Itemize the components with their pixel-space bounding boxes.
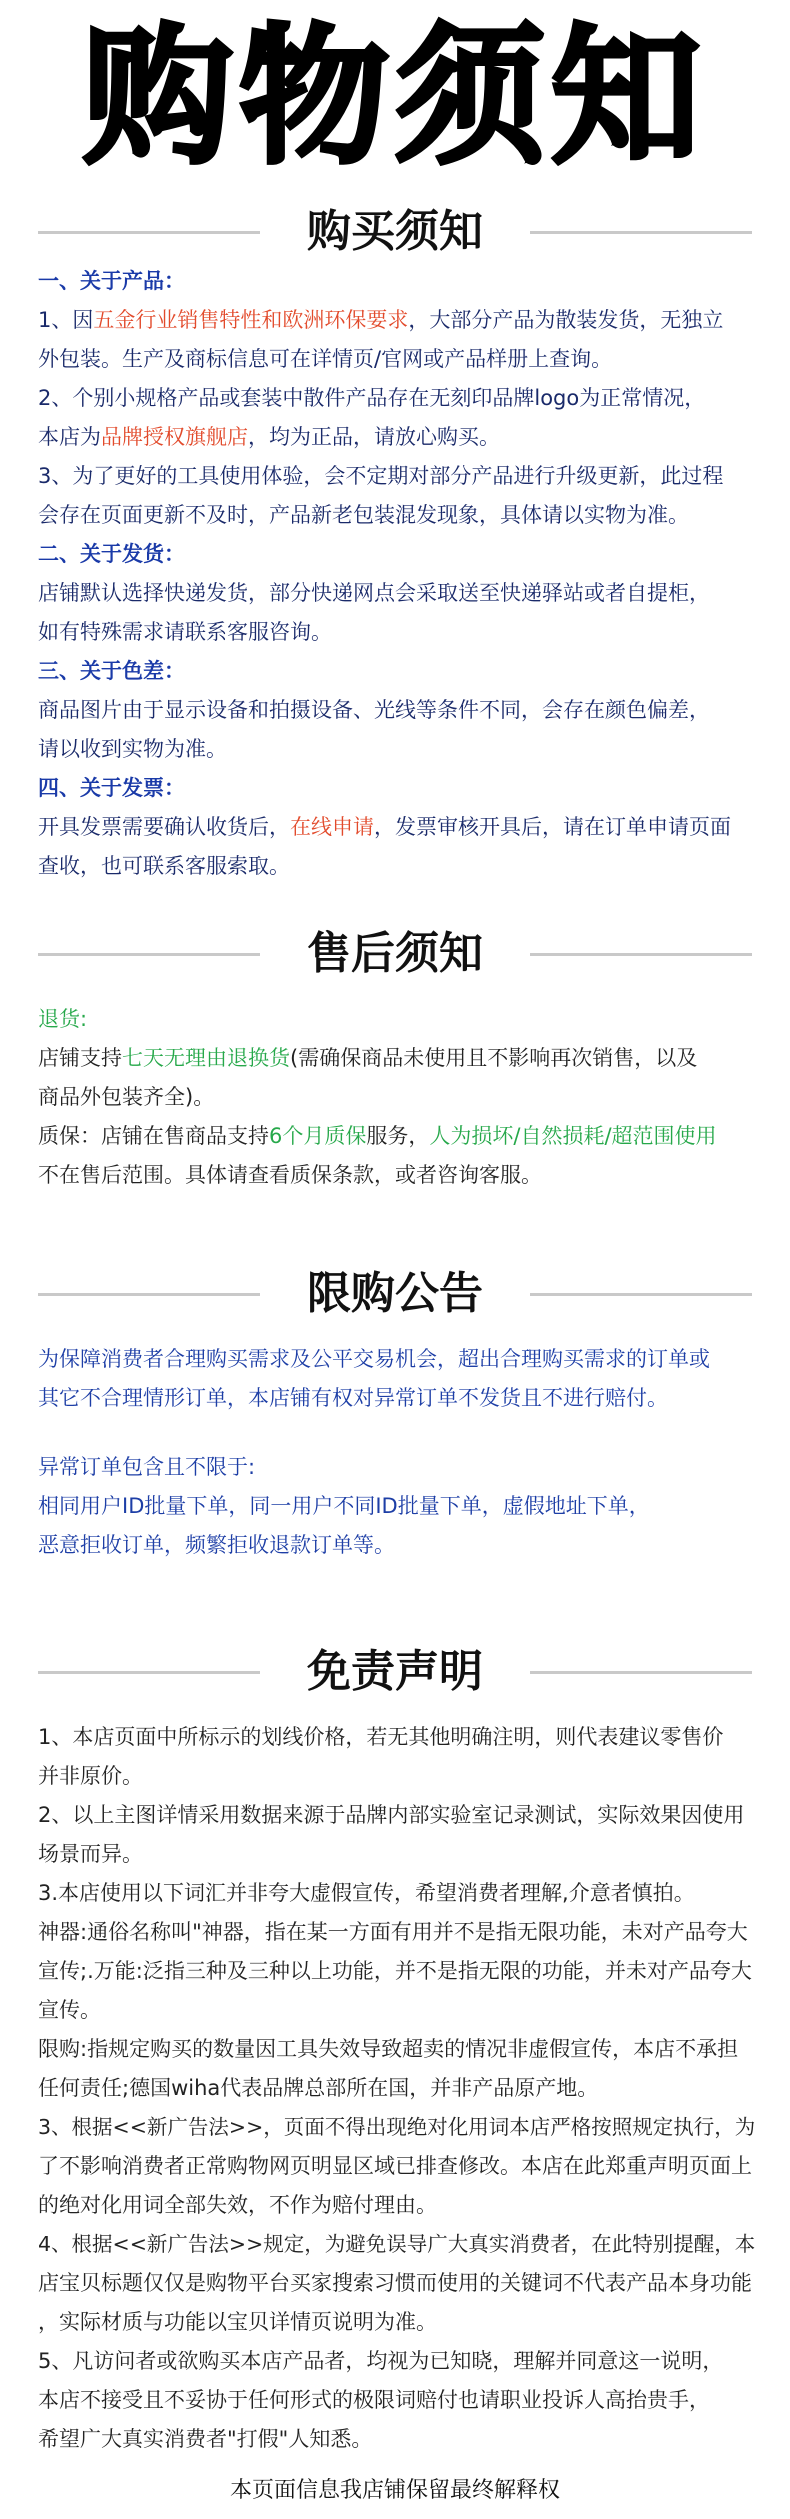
text-segment: 本店为 [38,425,101,449]
disclaimer-content [38,1718,764,2459]
disclaimer-line: ，实际材质与功能以宝贝详情页说明为准。 [38,2310,437,2334]
disclaimer-line: 1、本店页面中所标示的划线价格，若无其他明确注明，则代表建议零售价 [38,1725,724,1749]
return-line-1 [38,1039,764,1078]
disclaimer-line: 神器:通俗名称叫"神器，指在某一方面有用并不是指无限功能，未对产品夸大 [38,1920,748,1944]
aftersale-section-header [0,918,790,990]
disclaimer-line: 店宝贝标题仅仅是购物平台买家搜索习惯而使用的关键词不代表产品本身功能 [38,2271,752,2295]
shipping-section-title: 二、关于发货： [38,542,185,566]
text-segment: ，大部分产品为散装发货，无独立 [408,308,724,332]
page-title: 购物须知 [82,11,707,185]
product-line-4 [38,418,764,457]
color-line-2: 请以收到实物为准。 [38,737,227,761]
disclaimer-line: 限购:指规定购买的数量因工具失效导致超卖的情况非虚假宣传，本店不承担 [38,2037,739,2061]
invoice-line-1 [38,808,764,847]
return-label: 退货: [38,1007,88,1031]
disclaimer-line: 的绝对化用词全部失效，不作为赔付理由。 [38,2193,437,2217]
text-segment: 开具发票需要确认收货后， [38,815,290,839]
disclaimer-line: 3、根据<<新广告法>>，页面不得出现绝对化用词本店严格按照规定执行，为 [38,2115,756,2139]
divider-right [530,1671,752,1674]
text-segment: 店铺支持 [38,1046,122,1070]
invoice-line-2: 查收，也可联系客服索取。 [38,854,290,878]
divider-right [530,953,752,956]
highlight-text: 五金行业销售特性和欧洲环保要求 [93,308,409,332]
purchase-section-header [0,196,790,268]
footer-note: 本页面信息我店铺保留最终解释权 [229,2478,560,2503]
disclaimer-line: 场景而异。 [38,1842,143,1866]
limit-section-header [0,1258,790,1330]
disclaimer-line: 宣传;.万能:泛指三种及三种以上功能，并不是指无限的功能，并未对产品夸大 [38,1959,752,1983]
shipping-line-2: 如有特殊需求请联系客服咨询。 [38,620,332,644]
text-segment: 服务， [366,1124,430,1148]
limit-heading: 限购公告 [307,1268,483,1319]
text-segment: 质保：店铺在售商品支持 [38,1124,269,1148]
disclaimer-line: 宣传。 [38,1998,101,2022]
invoice-section-title: 四、关于发票： [38,776,185,800]
highlight-text: 品牌授权旗舰店 [101,425,248,449]
product-section-title: 一、关于产品： [38,269,185,293]
product-line-6: 会存在页面更新不及时，产品新老包装混发现象，具体请以实物为准。 [38,503,689,527]
disclaimer-line: 了不影响消费者正常购物网页明显区域已排查修改。本店在此郑重声明页面上 [38,2154,752,2178]
aftersale-heading: 售后须知 [307,928,483,979]
limit-line-1: 为保障消费者合理购买需求及公平交易机会，超出合理购买需求的订单或 [38,1347,710,1371]
product-line-1 [38,301,764,340]
disclaimer-section-header [0,1636,790,1708]
highlight-text: 6个月质保 [269,1124,367,1148]
shipping-line-1: 店铺默认选择快递发货，部分快递网点会采取送至快递驿站或者自提柜， [38,581,710,605]
purchase-content [38,262,764,886]
disclaimer-line: 任何责任;德国wiha代表品牌总部所在国，并非产品原产地。 [38,2076,599,2100]
product-line-2: 外包装。生产及商标信息可在详情页/官网或产品样册上查询。 [38,347,613,371]
limit-line-3: 异常订单包含且不限于: [38,1455,256,1479]
highlight-text: 七天无理由退换货 [122,1046,290,1070]
product-line-5: 3、为了更好的工具使用体验，会不定期对部分产品进行升级更新，此过程 [38,464,724,488]
divider-right [530,1293,752,1296]
disclaimer-line: 5、凡访问者或欲购买本店产品者，均视为已知晓，理解并同意这一说明， [38,2349,724,2373]
disclaimer-line: 2、以上主图详情采用数据来源于品牌内部实验室记录测试，实际效果因使用 [38,1803,745,1827]
disclaimer-line: 希望广大真实消费者"打假"人知悉。 [38,2427,373,2451]
disclaimer-heading: 免责声明 [307,1646,483,1697]
highlight-text: 人为损坏/自然损耗/超范围使用 [429,1124,717,1148]
disclaimer-line: 本店不接受且不妥协于任何形式的极限词赔付也请职业投诉人高抬贵手， [38,2388,710,2412]
text-segment: (需确保商品未使用且不影响再次销售，以及 [290,1046,698,1070]
limit-line-5: 恶意拒收订单，频繁拒收退款订单等。 [38,1533,395,1557]
warranty-line-1 [38,1117,764,1156]
disclaimer-line: 4、根据<<新广告法>>规定，为避免误导广大真实消费者，在此特别提醒，本 [38,2232,756,2256]
product-line-3: 2、个别小规格产品或套装中散件产品存在无刻印品牌logo为正常情况， [38,386,706,410]
limit-content [38,1340,764,1565]
divider-right [530,231,752,234]
text-segment: ，发票审核开具后，请在订单申请页面 [374,815,731,839]
color-line-1: 商品图片由于显示设备和拍摄设备、光线等条件不同，会存在颜色偏差， [38,698,710,722]
purchase-heading: 购买须知 [307,206,483,257]
warranty-line-2: 不在售后范围。具体请查看质保条款，或者咨询客服。 [38,1163,542,1187]
text-segment: ，均为正品，请放心购买。 [248,425,500,449]
disclaimer-line: 并非原价。 [38,1764,143,1788]
aftersale-content [38,1000,764,1195]
text-segment: 1、因 [38,308,94,332]
spacer [38,1418,764,1448]
limit-line-2: 其它不合理情形订单，本店铺有权对异常订单不发货且不进行赔付。 [38,1386,668,1410]
limit-line-4: 相同用户ID批量下单，同一用户不同ID批量下单，虚假地址下单， [38,1494,650,1518]
highlight-text: 在线申请 [290,815,374,839]
color-section-title: 三、关于色差： [38,659,185,683]
disclaimer-line: 3.本店使用以下词汇并非夸大虚假宣传，希望消费者理解,介意者慎拍。 [38,1881,695,1905]
return-line-2: 商品外包装齐全)。 [38,1085,215,1109]
